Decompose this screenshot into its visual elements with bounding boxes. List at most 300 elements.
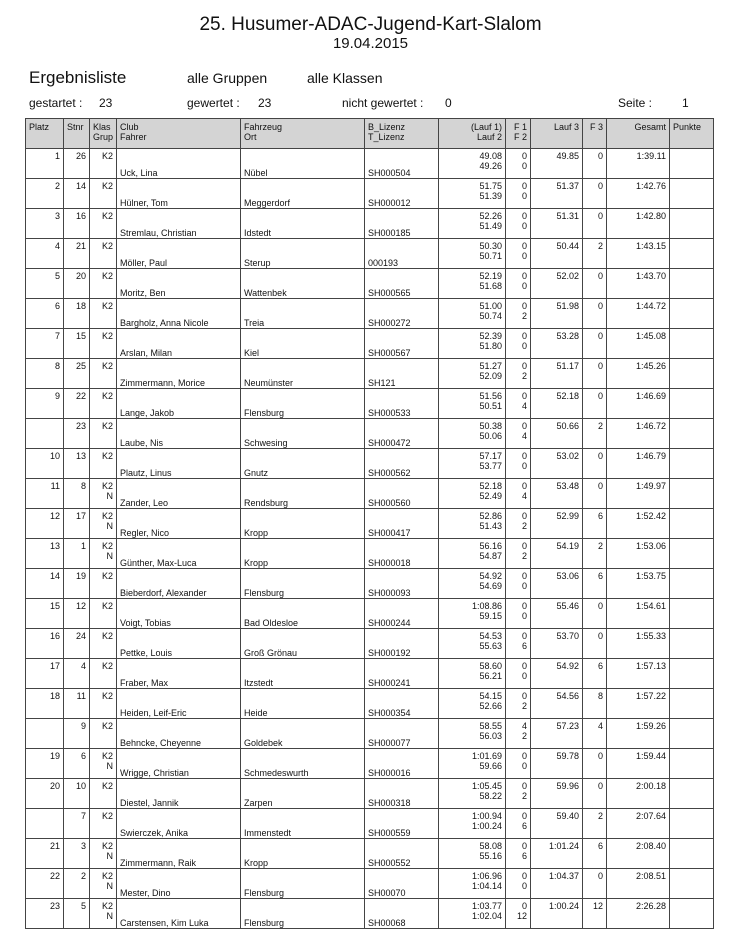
col-f1-f2: F 1 F 2 [506,119,531,149]
row-lizenz: SH000533 [368,408,411,418]
row-gesamt: 1:39.11 [636,151,666,161]
row-f1: 0 [521,211,527,221]
row-fahrer: Laube, Nis [120,438,164,448]
row-f2: 0 [521,611,527,621]
row-fahrer: Regler, Nico [120,528,170,538]
row-platz: 23 [49,901,60,911]
row-fahrer: Zimmermann, Morice [120,378,206,388]
row-gesamt: 1:52.42 [635,511,666,521]
row-lizenz: SH00070 [368,888,406,898]
row-ort: Goldebek [244,738,283,748]
row-lauf3: 53.06 [556,571,579,581]
row-gruppe [93,401,113,411]
row-lauf3: 53.28 [556,331,579,341]
row-stnr: 20 [75,271,86,281]
row-lauf2: 51.43 [479,521,502,531]
row-punkte [670,419,714,449]
table-row [26,269,714,299]
row-fahrer: Fraber, Max [120,678,169,688]
row-gruppe: N [106,551,113,561]
row-platz: 21 [49,841,60,851]
row-klasse: K2 [101,811,113,821]
row-f3: 0 [597,781,603,791]
row-lauf3: 51.17 [556,361,579,371]
table-row [26,449,714,479]
row-lauf3: 55.46 [556,601,579,611]
row-gruppe [93,581,113,591]
results-table [25,118,714,929]
row-gruppe [93,821,113,831]
row-punkte [670,689,714,719]
row-f2: 2 [521,701,527,711]
row-lauf2: 55.63 [479,641,502,651]
row-gruppe [93,641,113,651]
row-lizenz: 000193 [368,258,399,268]
row-fahrer: Stremlau, Christian [120,228,197,238]
row-f1: 0 [521,751,527,761]
row-lauf3: 50.66 [556,421,579,431]
row-gruppe: N [106,521,113,531]
row-lauf1: 1:03.77 [471,901,502,911]
row-ort: Rendsburg [244,498,289,508]
row-f2: 4 [521,431,527,441]
row-punkte [670,779,714,809]
row-stnr: 21 [75,241,86,251]
row-f3: 0 [597,331,603,341]
row-f1: 0 [521,481,527,491]
row-f2: 0 [521,581,527,591]
row-f1: 0 [521,631,527,641]
row-fahrer: Hülner, Tom [120,198,168,208]
row-fahrer: Diestel, Jannik [120,798,179,808]
row-stnr: 10 [75,781,86,791]
row-lauf2: 1:04.14 [471,881,502,891]
row-platz: 6 [54,301,60,311]
row-f1: 0 [521,841,527,851]
row-punkte [670,359,714,389]
row-fahrer: Behncke, Cheyenne [120,738,202,748]
table-row [26,749,714,779]
row-f3: 0 [597,181,603,191]
row-gesamt: 1:45.26 [635,361,666,371]
row-lauf2: 55.16 [479,851,502,861]
row-punkte [670,209,714,239]
row-f3: 0 [597,601,603,611]
row-f2: 2 [521,311,527,321]
row-lauf2: 1:00.24 [471,821,502,831]
row-lauf3: 53.48 [556,481,579,491]
row-punkte [670,659,714,689]
row-stnr: 15 [75,331,86,341]
row-ort: Sterup [244,258,271,268]
row-f1: 0 [521,151,527,161]
row-f3: 0 [597,271,603,281]
row-lizenz: SH000567 [368,348,411,358]
row-klasse: K2 [101,661,113,671]
row-ort: Nübel [244,168,268,178]
col-lauf3: Lauf 3 [531,119,583,149]
row-gruppe [93,371,113,381]
row-f2: 0 [521,281,527,291]
row-platz: 5 [54,271,60,281]
row-lauf1: 1:05.45 [471,781,502,791]
row-f3: 12 [592,901,603,911]
row-lauf1: 49.08 [479,151,502,161]
row-f1: 0 [521,871,527,881]
row-lauf1: 50.38 [479,421,502,431]
row-fahrer: Möller, Paul [120,258,168,268]
row-f1: 0 [521,181,527,191]
row-punkte [670,599,714,629]
row-fahrer: Lange, Jakob [120,408,175,418]
row-fahrer: Wrigge, Christian [120,768,189,778]
row-f1: 4 [521,721,527,731]
row-gesamt: 1:42.80 [635,211,666,221]
row-f2: 0 [521,191,527,201]
row-platz: 7 [54,331,60,341]
row-klasse: K2 [101,601,113,611]
row-klasse: K2 [101,211,113,221]
row-f1: 0 [521,271,527,281]
row-fahrer: Bargholz, Anna Nicole [120,318,209,328]
not-rated-count: 0 [445,96,452,110]
row-ort: Zarpen [244,798,273,808]
row-f2: 2 [521,521,527,531]
table-row [26,149,714,179]
row-platz: 3 [54,211,60,221]
row-gesamt: 1:46.79 [635,451,666,461]
row-klasse: K2 [101,571,113,581]
table-row [26,389,714,419]
row-punkte [670,869,714,899]
row-lauf1: 51.27 [479,361,502,371]
groups-filter: alle Gruppen [187,70,268,86]
row-fahrer: Moritz, Ben [120,288,166,298]
row-punkte [670,629,714,659]
event-date: 19.04.2015 [332,35,409,52]
row-f2: 0 [521,881,527,891]
row-lauf2: 51.80 [479,341,502,351]
row-klasse: K2 [101,451,113,461]
table-row [26,629,714,659]
row-platz: 4 [54,241,60,251]
table-row [26,689,714,719]
row-gruppe [93,281,113,291]
row-lauf1: 52.39 [479,331,502,341]
row-f1: 0 [521,331,527,341]
row-gruppe [93,161,113,171]
row-f3: 2 [597,541,603,551]
page-label: Seite : [618,96,653,110]
row-f2: 0 [521,761,527,771]
row-lauf1: 1:01.69 [471,751,502,761]
row-platz [29,811,60,821]
row-ort: Wattenbek [244,288,287,298]
row-gesamt: 1:43.15 [635,241,666,251]
row-lizenz: SH00068 [368,918,406,928]
row-gruppe [93,221,113,231]
row-fahrer: Swierczek, Anika [120,828,189,838]
table-row [26,239,714,269]
row-platz: 13 [49,541,60,551]
row-fahrer: Zander, Leo [120,498,169,508]
row-gesamt: 2:07.64 [635,811,666,821]
row-platz [29,421,60,431]
row-platz: 15 [49,601,60,611]
row-gesamt: 1:42.76 [635,181,666,191]
row-platz: 8 [54,361,60,371]
row-lizenz: SH000016 [368,768,411,778]
row-gesamt: 1:53.75 [635,571,666,581]
row-f3: 4 [597,721,603,731]
row-ort: Gnutz [244,468,269,478]
row-stnr: 3 [80,841,86,851]
row-stnr: 9 [80,721,86,731]
row-f3: 0 [597,751,603,761]
row-lauf3: 59.40 [556,811,579,821]
row-f1: 0 [521,511,527,521]
row-klasse: K2 [101,421,113,431]
row-lauf3: 52.02 [556,271,579,281]
row-klasse: K2 [101,241,113,251]
row-ort: Neumünster [244,378,294,388]
row-lauf1: 1:00.94 [471,811,502,821]
row-punkte [670,719,714,749]
row-f2: 6 [521,821,527,831]
row-gesamt: 1:53.06 [635,541,666,551]
row-lauf1: 52.19 [479,271,502,281]
row-lauf3: 52.99 [556,511,579,521]
row-stnr: 19 [75,571,86,581]
row-lizenz: SH000318 [368,798,411,808]
table-row [26,359,714,389]
row-lauf3: 52.18 [556,391,579,401]
row-klasse: K2 [101,481,113,491]
row-lauf1: 54.92 [479,571,502,581]
row-lauf2: 51.39 [479,191,502,201]
row-lauf3: 53.70 [556,631,579,641]
row-lauf3: 1:00.24 [548,901,579,911]
row-platz: 18 [49,691,60,701]
row-gesamt: 1:54.61 [635,601,666,611]
row-gruppe [93,791,113,801]
row-gesamt: 1:57.22 [635,691,666,701]
row-punkte [670,269,714,299]
row-f2: 4 [521,401,527,411]
row-f2: 2 [521,731,527,741]
row-f1: 0 [521,661,527,671]
table-row [26,419,714,449]
row-stnr: 18 [75,301,86,311]
row-f2: 2 [521,371,527,381]
table-row [26,899,714,929]
row-stnr: 25 [75,361,86,371]
started-count: 23 [99,96,113,110]
row-f3: 6 [597,511,603,521]
row-lizenz: SH000559 [368,828,411,838]
row-gruppe [93,311,113,321]
row-lauf1: 51.00 [479,301,502,311]
row-lizenz: SH000012 [368,198,411,208]
row-lauf3: 59.78 [556,751,579,761]
row-klasse: K2 [101,301,113,311]
table-row [26,809,714,839]
row-ort: Meggerdorf [244,198,291,208]
row-lauf2: 59.15 [479,611,502,621]
table-row [26,599,714,629]
row-lauf3: 50.44 [556,241,579,251]
row-fahrer: Günther, Max-Luca [120,558,197,568]
row-lauf2: 52.49 [479,491,502,501]
row-ort: Kiel [244,348,260,358]
row-punkte [670,809,714,839]
row-lizenz: SH000185 [368,228,411,238]
row-stnr: 16 [75,211,86,221]
row-lauf3: 1:04.37 [548,871,579,881]
row-lauf2: 56.21 [479,671,502,681]
row-f1: 0 [521,361,527,371]
row-lizenz: SH000093 [368,588,411,598]
row-f1: 0 [521,901,527,911]
row-fahrer: Voigt, Tobias [120,618,171,628]
row-stnr: 13 [75,451,86,461]
row-klasse: K2 [101,331,113,341]
row-lauf3: 54.56 [556,691,579,701]
row-platz: 2 [54,181,60,191]
started-label: gestartet : [29,96,83,110]
table-row [26,299,714,329]
row-fahrer: Pettke, Louis [120,648,173,658]
row-klasse: K2 [101,271,113,281]
row-klasse: K2 [101,361,113,371]
row-klasse: K2 [101,391,113,401]
row-stnr: 2 [80,871,86,881]
row-platz: 11 [50,481,60,491]
row-lizenz: SH121 [368,378,396,388]
event-title: 25. Husumer-ADAC-Jugend-Kart-Slalom [199,14,542,35]
row-lauf2: 50.74 [479,311,502,321]
table-row [26,839,714,869]
not-rated-label: nicht gewertet : [342,96,424,110]
row-stnr: 4 [80,661,86,671]
row-fahrer: Zimmermann, Raik [120,858,197,868]
row-lauf1: 52.26 [479,211,502,221]
row-f2: 0 [521,671,527,681]
row-ort: Idstedt [244,228,272,238]
row-punkte [670,569,714,599]
row-lizenz: SH000472 [368,438,411,448]
row-gesamt: 1:57.13 [635,661,666,671]
rated-count: 23 [258,96,272,110]
row-ort: Groß Grönau [244,648,298,658]
row-punkte [670,509,714,539]
row-lauf1: 52.18 [479,481,502,491]
row-klasse: K2 [101,871,113,881]
row-f1: 0 [521,541,527,551]
row-lauf1: 1:06.96 [471,871,502,881]
row-lizenz: SH000272 [368,318,411,328]
row-gruppe [93,461,113,471]
rated-label: gewertet : [187,96,240,110]
row-f1: 0 [521,301,527,311]
row-f3: 0 [597,451,603,461]
row-lauf3: 53.02 [556,451,579,461]
row-f3: 6 [597,571,603,581]
row-klasse: K2 [101,781,113,791]
row-ort: Kropp [244,558,269,568]
col-punkte: Punkte [670,119,714,149]
row-f2: 2 [521,551,527,561]
row-lauf3: 1:01.24 [548,841,579,851]
table-row [26,779,714,809]
row-platz: 10 [49,451,60,461]
row-lizenz: SH000192 [368,648,411,658]
row-f2: 6 [521,851,527,861]
row-punkte [670,149,714,179]
row-f3: 2 [597,421,603,431]
row-lizenz: SH000552 [368,858,411,868]
row-f2: 0 [521,341,527,351]
table-row [26,329,714,359]
row-lauf2: 58.22 [479,791,502,801]
col-club-fahrer: Club Fahrer [117,119,241,149]
row-klasse: K2 [101,901,113,911]
row-f1: 0 [521,781,527,791]
row-klasse: K2 [101,841,113,851]
row-lauf2: 50.51 [479,401,502,411]
row-lizenz: SH000504 [368,168,411,178]
row-f1: 0 [521,241,527,251]
row-stnr: 23 [75,421,86,431]
classes-filter: alle Klassen [307,70,383,86]
col-stnr: Stnr [64,119,90,149]
row-lauf1: 52.86 [479,511,502,521]
row-punkte [670,179,714,209]
row-gesamt: 1:55.33 [635,631,666,641]
row-stnr: 26 [75,151,86,161]
row-stnr: 8 [80,481,86,491]
row-lauf2: 54.87 [479,551,502,561]
row-f2: 0 [521,221,527,231]
row-lizenz: SH000241 [368,678,411,688]
row-gruppe [93,251,113,261]
row-lauf3: 54.92 [556,661,579,671]
row-f3: 0 [597,301,603,311]
row-gesamt: 1:46.69 [635,391,666,401]
row-gruppe: N [106,491,113,501]
row-f3: 6 [597,661,603,671]
row-lauf2: 54.69 [479,581,502,591]
row-stnr: 14 [75,181,86,191]
row-gruppe [93,731,113,741]
col-lizenz: B_Lizenz T_Lizenz [365,119,439,149]
row-ort: Heide [244,708,268,718]
table-row [26,719,714,749]
row-gruppe: N [106,881,113,891]
row-lizenz: SH000560 [368,498,411,508]
row-klasse: K2 [101,751,113,761]
row-fahrer: Heiden, Leif-Eric [120,708,187,718]
page-number: 1 [682,96,689,110]
row-f1: 0 [521,811,527,821]
row-platz: 20 [49,781,60,791]
row-ort: Kropp [244,528,269,538]
row-lauf2: 51.49 [479,221,502,231]
row-stnr: 22 [75,391,86,401]
col-klas-grup: Klas Grup [90,119,117,149]
row-fahrer: Uck, Lina [120,168,158,178]
row-f3: 6 [597,841,603,851]
